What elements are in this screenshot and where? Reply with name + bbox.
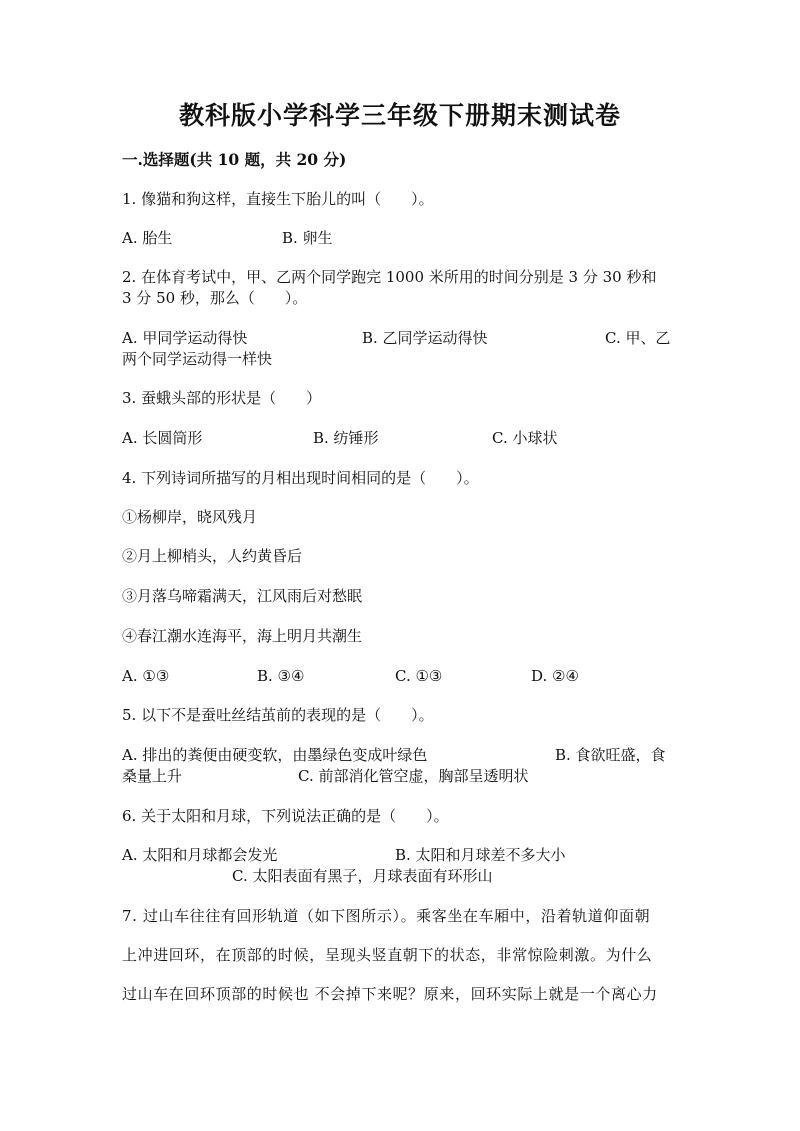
- q4-option-c: C. ①③: [395, 667, 443, 685]
- q4-poem-1: ①杨柳岸，晓风残月: [122, 508, 258, 526]
- q6-option-c: C. 太阳表面有黑子，月球表面有环形山: [232, 867, 493, 885]
- q2-option-a: A. 甲同学运动得快: [122, 329, 248, 347]
- q4-poem-4: ④春江潮水连海平，海上明月共潮生: [122, 627, 363, 645]
- q4-option-a: A. ①③: [122, 667, 170, 685]
- question-7-paragraph: [122, 897, 682, 1014]
- q2-option-c: C. 甲、乙: [605, 329, 671, 347]
- q5-option-b-continued: 桑量上升: [122, 767, 183, 785]
- question-6-stem: 6. 关于太阳和月球，下列说法正确的是（ ）。: [122, 807, 449, 825]
- q1-option-b: B. 卵生: [282, 229, 333, 247]
- section-heading: 一.选择题(共 10 题，共 20 分): [122, 150, 347, 169]
- q3-option-b: B. 纺锤形: [313, 429, 379, 447]
- q7-line-1: 7. 过山车往往有回形轨道（如下图所示）。乘客坐在车厢中，沿着轨道仰面朝: [122, 907, 651, 925]
- question-3-stem: 3. 蚕蛾头部的形状是（ ）: [122, 389, 322, 407]
- q5-option-c: C. 前部消化管空虚，胸部呈透明状: [298, 767, 529, 785]
- question-5-stem: 5. 以下不是蚕吐丝结茧前的表现的是（ ）。: [122, 706, 434, 724]
- q7-line-3: 过山车在回环顶部的时候也 不会掉下来呢？原来，回环实际上就是一个离心力: [122, 985, 658, 1003]
- q7-line-2: 上冲进回环，在顶部的时候，呈现头竖直朝下的状态，非常惊险刺激。为什么: [122, 946, 653, 964]
- q6-option-b: B. 太阳和月球差不多大小: [395, 846, 566, 864]
- q1-option-a: A. 胎生: [122, 229, 173, 247]
- q4-option-b: B. ③④: [257, 667, 305, 685]
- q2-option-b: B. 乙同学运动得快: [362, 329, 488, 347]
- q3-option-c: C. 小球状: [492, 429, 558, 447]
- q5-option-a: A. 排出的粪便由硬变软，由墨绿色变成叶绿色: [122, 746, 428, 764]
- q4-poem-3: ③月落乌啼霜满天，江风雨后对愁眠: [122, 587, 363, 605]
- q6-option-a: A. 太阳和月球都会发光: [122, 846, 278, 864]
- question-4-stem: 4. 下列诗词所描写的月相出现时间相同的是（ ）。: [122, 469, 479, 487]
- q4-option-d: D. ②④: [531, 667, 579, 685]
- question-2-stem-line-1: 2. 在体育考试中，甲、乙两个同学跑完 1000 米所用的时间分别是 3 分 30 秒和: [122, 268, 657, 286]
- question-1-stem: 1. 像猫和狗这样，直接生下胎儿的叫（ ）。: [122, 190, 434, 208]
- q2-option-c-continued: 两个同学运动得一样快: [122, 350, 273, 368]
- page-title: 教科版小学科学三年级下册期末测试卷: [178, 101, 621, 130]
- question-2-stem-line-2: 3 分 50 秒，那么（ ）。: [122, 289, 308, 307]
- q4-poem-2: ②月上柳梢头，人约黄昏后: [122, 547, 303, 565]
- q3-option-a: A. 长圆筒形: [122, 429, 203, 447]
- q5-option-b: B. 食欲旺盛，食: [555, 746, 666, 764]
